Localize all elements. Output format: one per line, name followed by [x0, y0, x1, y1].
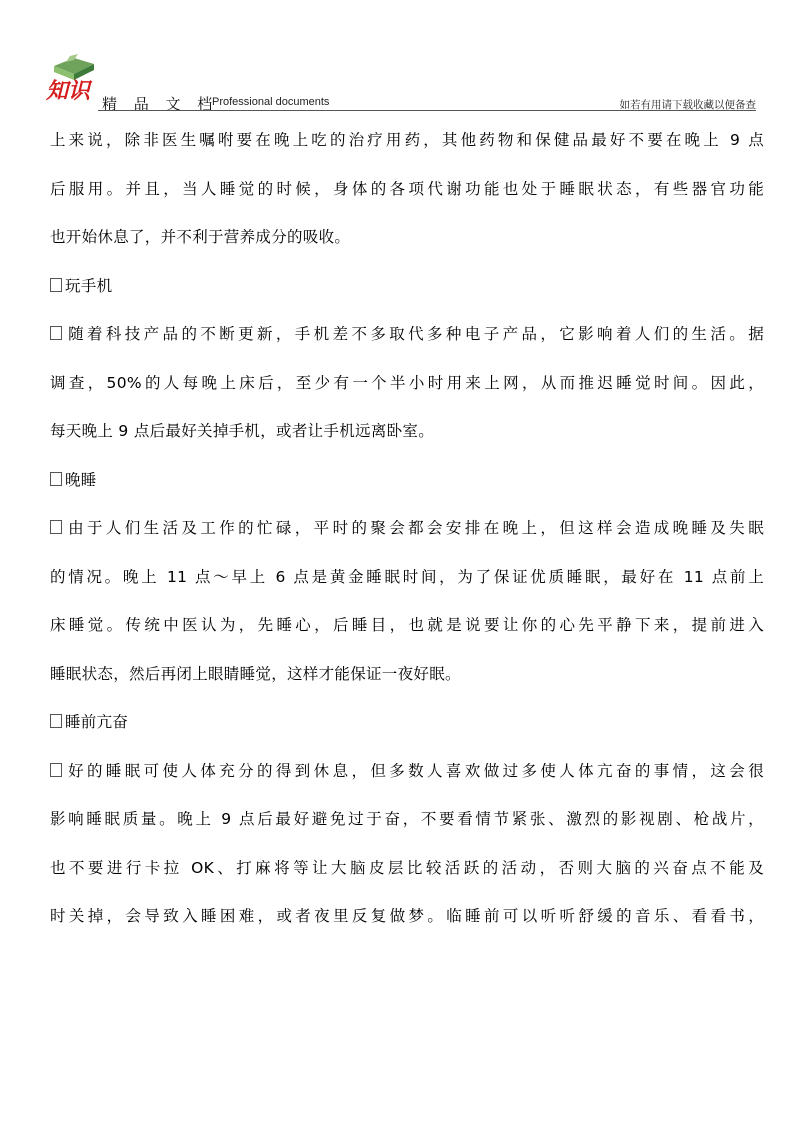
- logo-text: 知识: [46, 78, 91, 104]
- header-note: 如若有用请下载收藏以便备查: [619, 99, 756, 111]
- header-divider: [98, 110, 756, 111]
- body-line: 也开始休息了，并不利于营养成分的吸收。: [50, 228, 351, 246]
- book-logo-icon: [44, 52, 102, 104]
- body-line: 后服用。并且，当人睡觉的时候，身体的各项代谢功能也处于睡眠状态，有些器官功能: [50, 179, 764, 198]
- header-title: 精 品 文 档: [102, 95, 219, 113]
- body-line-text: 好的睡眠可使人体充分的得到休息，但多数人喜欢做过多使人体亢奋的事情，这会很: [65, 761, 764, 780]
- body-line: 时关掉，会导致入睡困难，或者夜里反复做梦。临睡前可以听听舒缓的音乐、看看书，: [50, 907, 764, 925]
- body-line: [50, 755, 764, 804]
- header-subtitle: Professional documents: [212, 96, 330, 108]
- body-line: 调查，50%的人每晚上床后，至少有一个半小时用来上网，从而推迟睡觉时间。因此，: [50, 373, 764, 392]
- document-body: [50, 124, 764, 949]
- section-heading-text: 睡前亢奋: [65, 713, 129, 731]
- body-line: 上来说，除非医生嘱咐要在晚上吃的治疗用药，其他药物和保健品最好不要在晚上 9 点: [50, 131, 764, 149]
- checkbox-glyph-icon: [50, 472, 62, 486]
- body-line: 每天晚上 9 点后最好关掉手机，或者让手机远离卧室。: [50, 422, 435, 440]
- checkbox-glyph-icon: [50, 520, 62, 534]
- body-line-text: 随着科技产品的不断更新，手机差不多取代多种电子产品，它影响着人们的生活。据: [65, 325, 764, 343]
- body-line-text: 由于人们生活及工作的忙碌，平时的聚会都会安排在晚上，但这样会造成晚睡及失眠: [65, 519, 764, 537]
- body-line: 也不要进行卡拉 OK、打麻将等让大脑皮层比较活跃的活动，否则大脑的兴奋点不能及: [50, 858, 764, 877]
- body-line: 床睡觉。传统中医认为，先睡心，后睡目，也就是说要让你的心先平静下来，提前进入: [50, 616, 764, 634]
- section-heading-text: 玩手机: [65, 276, 113, 295]
- section-heading: [50, 270, 764, 319]
- body-line: [50, 318, 764, 367]
- page-header: [0, 0, 794, 112]
- section-heading-text: 晚睡: [65, 470, 97, 489]
- body-line: [50, 512, 764, 561]
- body-line: 影响睡眠质量。晚上 9 点后最好避免过于奋，不要看情节紧张、激烈的影视剧、枪战片，: [50, 810, 764, 828]
- body-line: 睡眠状态，然后再闭上眼睛睡觉，这样才能保证一夜好眠。: [50, 664, 461, 683]
- body-line: 的情况。晚上 11 点～早上 6 点是黄金睡眠时间，为了保证优质睡眠，最好在 11 点前上: [50, 567, 764, 586]
- section-heading: [50, 706, 764, 755]
- checkbox-glyph-icon: [50, 326, 62, 340]
- checkbox-glyph-icon: [50, 714, 62, 728]
- checkbox-glyph-icon: [50, 763, 62, 777]
- checkbox-glyph-icon: [50, 278, 62, 292]
- section-heading: [50, 464, 764, 513]
